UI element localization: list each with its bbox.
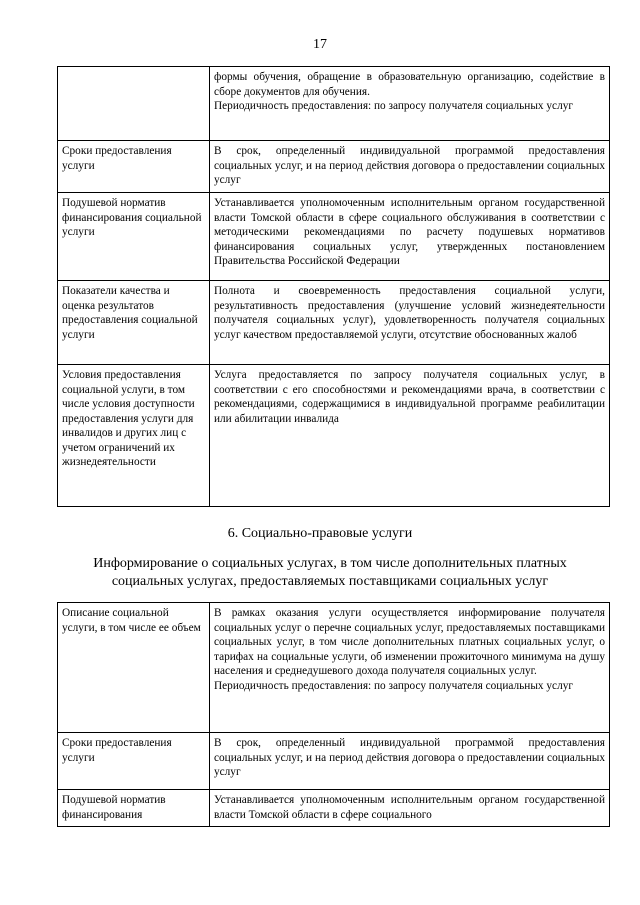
- row-label: Показатели качества и оценка результатов предоставления социальной услуги: [58, 281, 210, 365]
- row-content: [210, 733, 610, 790]
- row-content: [210, 281, 610, 365]
- table-row: [58, 67, 610, 141]
- row-label: Описание социальной услуги, в том числе ее объем: [58, 603, 210, 733]
- services-table-top: [57, 66, 610, 507]
- content-paragraph: формы обучения, обращение в образовательную организацию, содействие в сборе документов для обучения.: [214, 71, 605, 98]
- content-paragraph: Полнота и своевременность предоставления социальной услуги, результативность предоставления (улучшение условий жизнедеятельности получателя социальных услуг), удовлетворенность получателя социальных услуг качеством предоставляемой услуги, отсутствие обоснованных жалоб: [214, 285, 605, 341]
- table-row: [58, 603, 610, 733]
- row-content: [210, 790, 610, 827]
- row-content: [210, 193, 610, 281]
- content-paragraph: Устанавливается уполномоченным исполнительным органом государственной власти Томской области в сфере социального: [214, 794, 605, 821]
- content-paragraph: В срок, определенный индивидуальной программой предоставления социальных услуг, и на период действия договора о предоставлении социальных услуг: [214, 737, 605, 778]
- page-number: 17: [313, 37, 327, 52]
- row-label: Подушевой норматив финансирования социальной услуги: [58, 193, 210, 281]
- table-row: [58, 733, 610, 790]
- row-label: Условия предоставления социальной услуги, в том числе условия доступности предоставления услуги для инвалидов и других лиц с учетом ограничений их жизнедеятельности: [58, 365, 210, 507]
- content-paragraph: Периодичность предоставления: по запросу получателя социальных услуг: [214, 100, 573, 112]
- row-content: [210, 603, 610, 733]
- content-paragraph: В срок, определенный индивидуальной программой предоставления социальных услуг, и на период действия договора о предоставлении социальных услуг: [214, 145, 605, 186]
- content-paragraph: Периодичность предоставления: по запросу получателя социальных услуг: [214, 679, 573, 692]
- row-label: [58, 67, 210, 141]
- table-row: [58, 141, 610, 193]
- row-content: [210, 67, 610, 141]
- content-paragraph: Услуга предоставляется по запросу получателя социальных услуг, в соответствии с его способностями и рекомендациями врача, в соответствии с рекомендациями, содержащимися в индивидуальной программе реабилитации или абилитации инвалида: [214, 369, 605, 425]
- table-row: [58, 790, 610, 827]
- subsection-title: Информирование о социальных услугах, в том числе дополнительных платных социальных услугах, предоставляемых поставщиками социальных услуг: [93, 556, 567, 589]
- row-label: Сроки предоставления услуги: [58, 141, 210, 193]
- services-table-bottom: [57, 602, 610, 827]
- content-paragraph: Устанавливается уполномоченным исполнительным органом государственной власти Томской области в сфере социального обслуживания в соответствии с методическими рекомендациями по расчету подушевых нормативов финансирования социальных услуг, утвержденных постановлением Правительства Российской Федерации: [214, 197, 605, 267]
- table-row: [58, 193, 610, 281]
- row-content: [210, 141, 610, 193]
- table-row: [58, 365, 610, 507]
- row-label: Подушевой норматив финансирования: [58, 790, 210, 827]
- content-paragraph: В рамках оказания услуги осуществляется информирование получателя социальных услуг о перечне социальных услуг, предоставляемых поставщиками социальных услуг, в том числе дополнительных платных социальных услуг, о тарифах на социальные услуги, об изменении прожиточного минимума на душу населения и среднедушевого дохода получателя социальных услуг.: [214, 607, 605, 677]
- row-label: Сроки предоставления услуги: [58, 733, 210, 790]
- row-content: [210, 365, 610, 507]
- section-heading: 6. Социально-правовые услуги: [227, 526, 413, 541]
- table-row: [58, 281, 610, 365]
